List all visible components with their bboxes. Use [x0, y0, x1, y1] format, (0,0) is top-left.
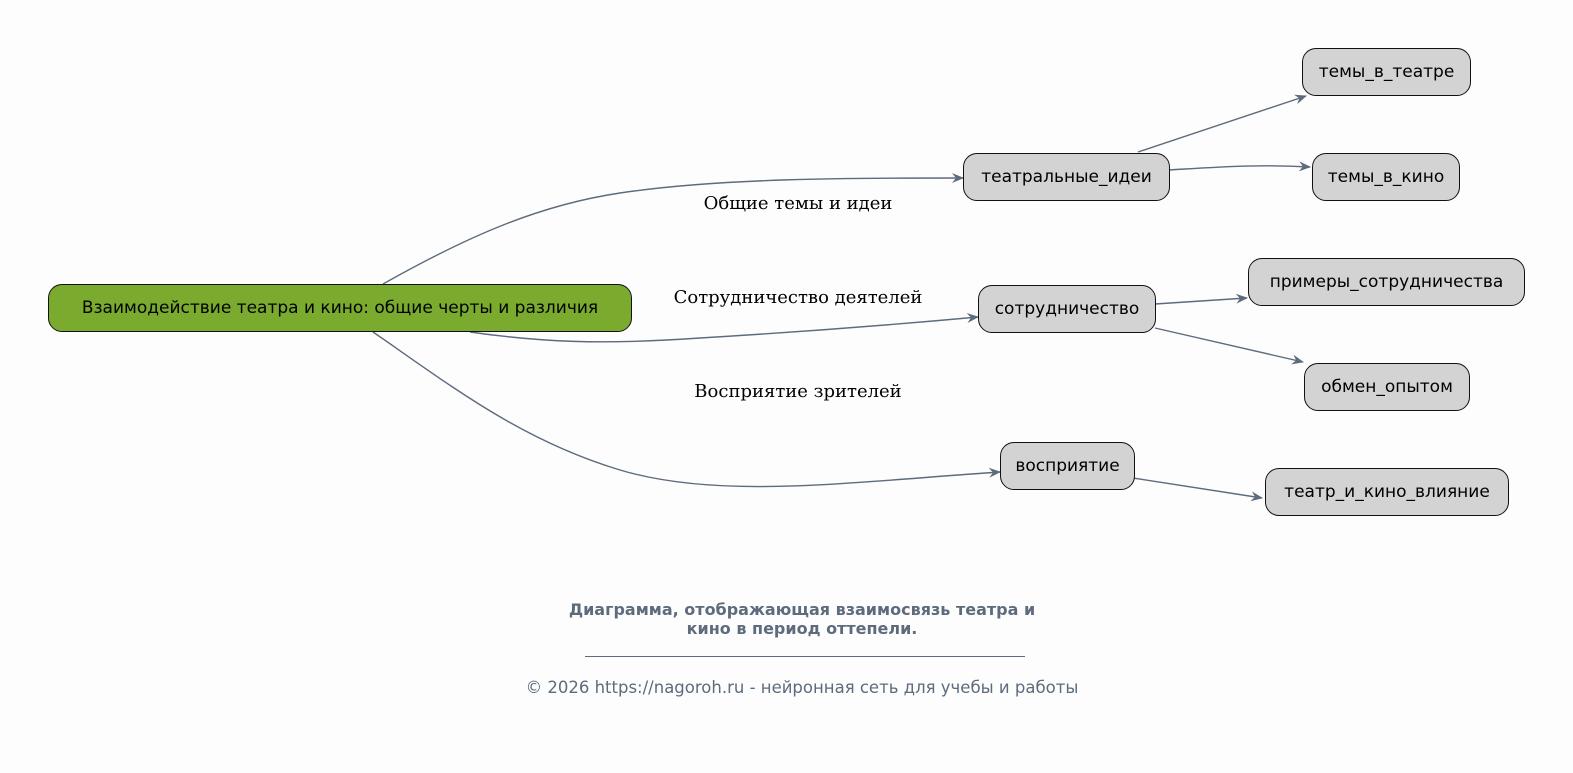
node-experience-exchange: обмен_опытом	[1304, 363, 1470, 411]
edge-ideas-themes-theatre	[1138, 96, 1306, 152]
caption-line-1: Диаграмма, отображающая взаимосвязь театра и	[568, 600, 1036, 619]
node-perception: восприятие	[1000, 442, 1135, 490]
node-theatre-cinema-influence: театр_и_кино_влияние	[1265, 468, 1509, 516]
node-themes-in-cinema: темы_в_кино	[1312, 153, 1460, 201]
node-collaboration-examples: примеры_сотрудничества	[1248, 258, 1525, 306]
edge-label-collaboration: Сотрудничество деятелей	[673, 287, 923, 308]
copyright-footer: © 2026 https://nagoroh.ru - нейронная сеть для учебы и работы	[525, 678, 1079, 697]
node-themes-in-theatre: темы_в_театре	[1302, 48, 1471, 96]
caption-divider	[585, 656, 1025, 657]
edge-root-perception	[373, 332, 1000, 487]
edge-perception-influence	[1133, 478, 1262, 498]
node-collaboration: сотрудничество	[978, 285, 1156, 333]
edge-collab-examples	[1155, 298, 1247, 304]
diagram-caption	[0, 600, 1573, 638]
edge-label-perception: Восприятие зрителей	[694, 381, 902, 402]
node-theatrical-ideas: театральные_идеи	[963, 153, 1170, 201]
edge-label-common-themes: Общие темы и идеи	[703, 193, 893, 214]
edge-collab-exchange	[1155, 328, 1303, 362]
edge-ideas-themes-cinema	[1168, 166, 1310, 170]
caption-line-2: кино в период оттепели.	[686, 619, 918, 638]
node-root: Взаимодействие театра и кино: общие черты и различия	[48, 284, 632, 332]
